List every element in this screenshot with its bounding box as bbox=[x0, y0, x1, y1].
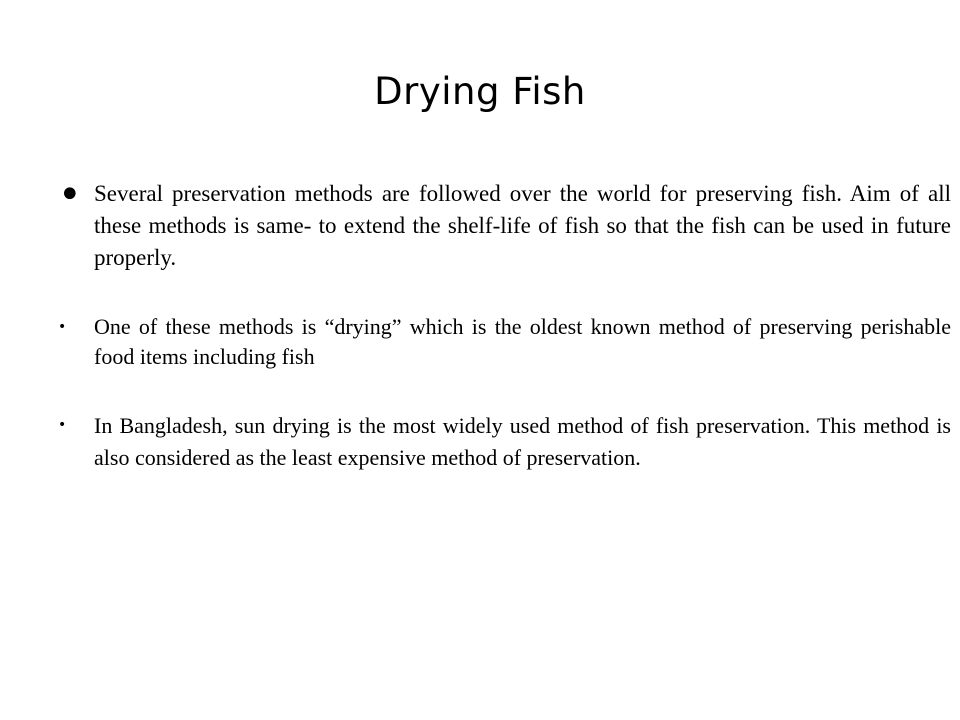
bullet-item bbox=[58, 410, 951, 474]
bullet-item bbox=[58, 172, 951, 274]
bullet-text: Several preservation methods are followed over the world for preserving fish. Aim of all these methods is same- to extend the shelf-life of fish so that the fish can be used in future properly. bbox=[94, 181, 951, 270]
bullet-dot-icon: • bbox=[58, 172, 82, 218]
bullet-text: One of these methods is “drying” which is the oldest known method of preserving perishable food items including fish bbox=[94, 314, 951, 369]
slide-title: Drying Fish bbox=[374, 70, 586, 113]
bullet-list bbox=[58, 172, 951, 474]
bullet-dot-icon: • bbox=[58, 417, 67, 433]
bullet-item bbox=[58, 312, 951, 372]
bullet-text: In Bangladesh, sun drying is the most widely used method of fish preservation. This method is also considered as the least expensive method of preservation. bbox=[94, 413, 951, 470]
bullet-dot-icon: • bbox=[58, 319, 67, 335]
